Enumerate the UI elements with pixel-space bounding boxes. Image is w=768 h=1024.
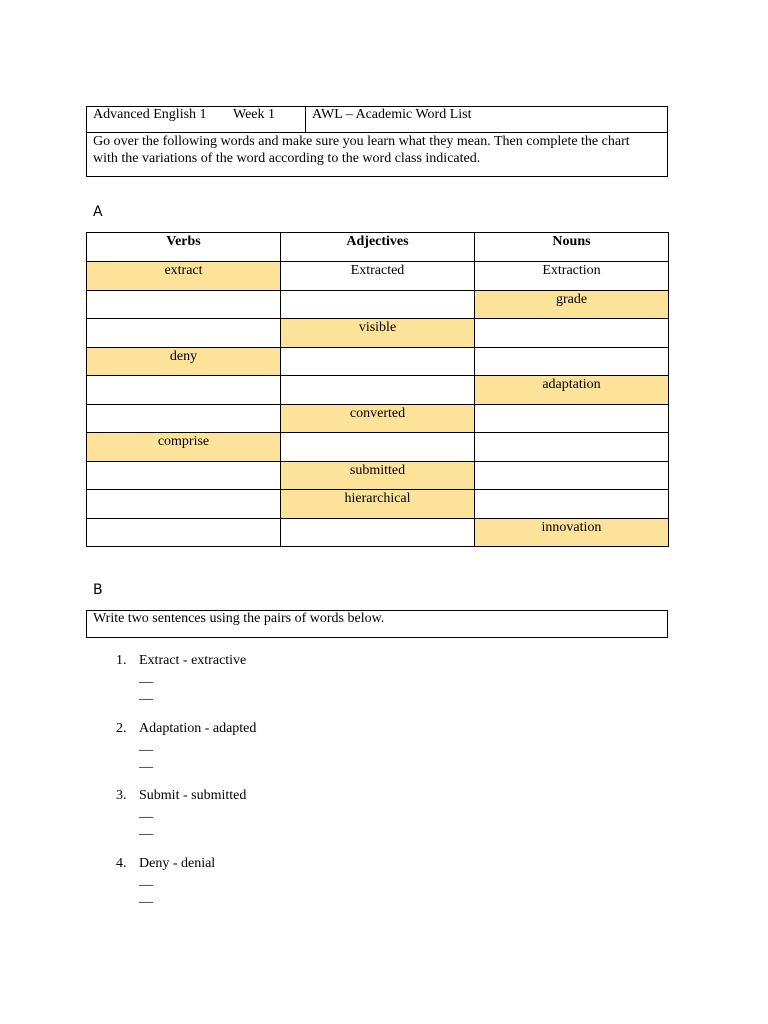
answer-blank[interactable]: __ [139,738,153,753]
section-b-label: B [93,582,103,598]
table-row [87,433,669,462]
table-header-row [87,233,669,262]
verb-cell[interactable] [87,290,281,319]
adjective-cell[interactable] [281,518,475,547]
noun-cell[interactable]: Extraction [475,262,669,291]
adjective-cell: converted [281,404,475,433]
adjective-cell[interactable] [281,433,475,462]
noun-cell[interactable] [475,433,669,462]
noun-cell[interactable] [475,461,669,490]
noun-cell: adaptation [475,376,669,405]
adjective-cell[interactable] [281,376,475,405]
table-row [87,319,669,348]
noun-cell[interactable] [475,319,669,348]
column-header-verbs: Verbs [87,233,281,262]
adjective-cell: submitted [281,461,475,490]
table-row [87,404,669,433]
item-number: 3. [116,788,127,803]
item-number: 4. [116,856,127,871]
word-pair: Adaptation - adapted [139,721,257,736]
noun-cell[interactable] [475,490,669,519]
table-row [87,347,669,376]
answer-blank[interactable]: __ [139,890,153,905]
column-header-nouns: Nouns [475,233,669,262]
verb-cell: deny [87,347,281,376]
verb-cell[interactable] [87,490,281,519]
item-number: 2. [116,721,127,736]
answer-blank[interactable]: __ [139,822,153,837]
verb-cell: comprise [87,433,281,462]
noun-cell[interactable] [475,404,669,433]
table-row [87,376,669,405]
answer-blank[interactable]: __ [139,805,153,820]
verb-cell: extract [87,262,281,291]
word-pair: Extract - extractive [139,653,247,668]
section-b-instructions: Write two sentences using the pairs of words below. [86,610,668,638]
table-row [87,461,669,490]
header-row [87,107,667,133]
word-class-table [86,232,669,547]
noun-cell: innovation [475,518,669,547]
week-label: Week 1 [233,107,276,122]
verb-cell[interactable] [87,376,281,405]
adjective-cell[interactable] [281,290,475,319]
answer-blank[interactable]: __ [139,687,153,702]
list-title: AWL – Academic Word List [312,107,472,122]
column-header-adjectives: Adjectives [281,233,475,262]
answer-blank[interactable]: __ [139,670,153,685]
header-box [86,106,668,177]
word-pair: Deny - denial [139,856,216,871]
table-row [87,290,669,319]
adjective-cell[interactable] [281,347,475,376]
answer-blank[interactable]: __ [139,755,153,770]
table-row [87,490,669,519]
header-divider [305,107,306,132]
noun-cell: grade [475,290,669,319]
section-a-label: A [93,204,103,220]
item-number: 1. [116,653,127,668]
verb-cell[interactable] [87,518,281,547]
instructions-text: Go over the following words and make sure you learn what they mean. Then complete the chart with the variations of the word according to the word class indicated. [93,134,630,166]
adjective-cell: visible [281,319,475,348]
verb-cell[interactable] [87,404,281,433]
table-row [87,518,669,547]
verb-cell[interactable] [87,319,281,348]
adjective-cell: hierarchical [281,490,475,519]
word-pair: Submit - submitted [139,788,247,803]
adjective-cell[interactable]: Extracted [281,262,475,291]
noun-cell[interactable] [475,347,669,376]
answer-blank[interactable]: __ [139,873,153,888]
verb-cell[interactable] [87,461,281,490]
course-label: Advanced English 1 [93,107,207,122]
table-row [87,262,669,291]
